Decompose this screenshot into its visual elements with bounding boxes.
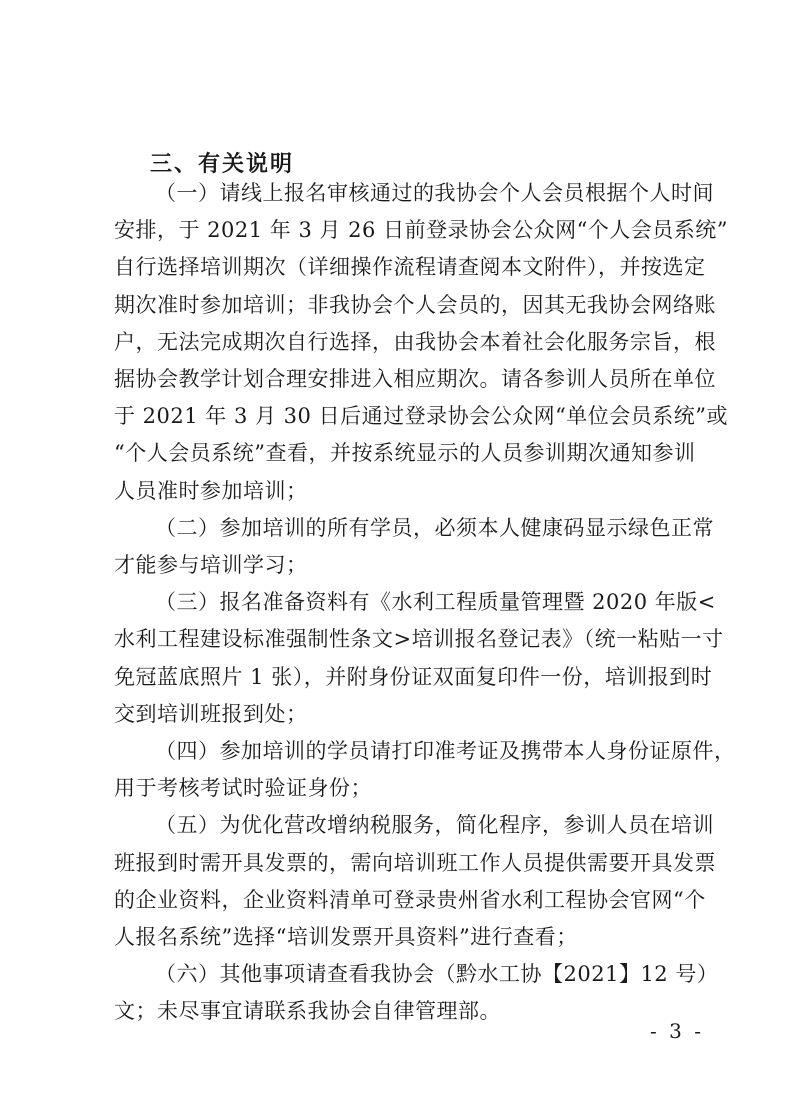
paragraph-5-line-1: （五）为优化营改增纳税服务，简化程序，参训人员在培训 [155, 813, 714, 838]
paragraph-4-line-1: （四）参加培训的学员请打印准考证及携带本人身份证原件， [155, 739, 736, 763]
paragraph-2-line-2: 才能参与培训学习； [114, 553, 308, 577]
paragraph-1-line-9: 人员准时参加培训； [114, 478, 308, 503]
paragraph-5-line-4: 人报名系统”选择“培训发票开具资料”进行查看； [114, 925, 578, 949]
paragraph-1-line-3: 自行选择培训期次（详细操作流程请查阅本文附件），并按选定 [114, 255, 706, 280]
paragraph-1-line-4: 期次准时参加培训；非我协会个人会员的，因其无我协会网络账 [114, 292, 716, 317]
paragraph-1-line-7: 于 2021 年 3 月 30 日后通过登录协会公众网“单位会员系统”或 [114, 404, 729, 429]
paragraph-2-line-1: （二）参加培训的所有学员，必须本人健康码显示绿色正常 [155, 515, 714, 540]
paragraph-1-line-5: 户，无法完成期次自行选择，由我协会本着社会化服务宗旨，根 [114, 329, 716, 354]
paragraph-3-line-1: （三）报名准备资料有《水利工程质量管理暨 2020 年版< [155, 590, 716, 615]
paragraph-3-line-4: 交到培训班报到处； [114, 701, 308, 726]
paragraph-5-line-2: 班报到时需开具发票的，需向培训班工作人员提供需要开具发票 [114, 850, 716, 875]
paragraph-1-line-6: 据协会教学计划合理安排进入相应期次。请各参训人员所在单位 [114, 367, 716, 391]
paragraph-6-line-1: （六）其他事项请查看我协会（黔水工协【2021】12 号） [155, 962, 719, 987]
paragraph-3-line-3: 免冠蓝底照片 1 张），并附身份证双面复印件一份，培训报到时 [114, 664, 713, 689]
paragraph-1-line-2: 安排，于 2021 年 3 月 26 日前登录协会公众网“个人会员系统” [114, 218, 729, 243]
paragraph-1-line-1: （一）请线上报名审核通过的我协会个人会员根据个人时间 [155, 181, 714, 205]
paragraph-5-line-3: 的企业资料，企业资料清单可登录贵州省水利工程协会官网“个 [114, 887, 706, 912]
paragraph-4-line-2: 用于考核考试时验证身份； [114, 776, 372, 801]
paragraph-6-line-2: 文；未尽事宜请联系我协会自律管理部。 [114, 999, 501, 1024]
page-number: - 3 - [650, 1019, 704, 1043]
paragraph-3-line-2: 水利工程建设标准强制性条文>培训报名登记表》（统一粘贴一寸 [114, 627, 724, 652]
section-heading: 三、有关说明 [150, 151, 295, 177]
paragraph-1-line-8: “个人会员系统”查看，并按系统显示的人员参训期次通知参训 [114, 441, 696, 466]
